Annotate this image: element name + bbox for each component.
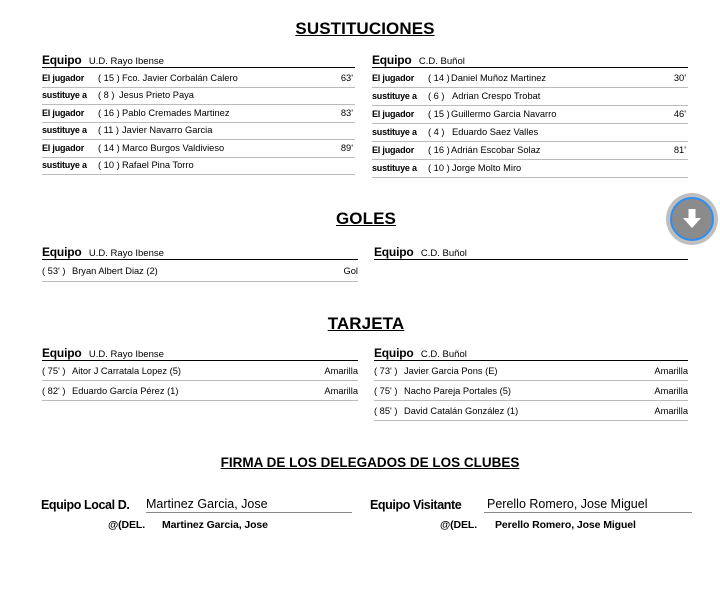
visit-del-name: Perello Romero, Jose Miguel <box>495 519 636 531</box>
player-number: ( 6 ) <box>428 91 445 101</box>
card-type: Amarilla <box>654 406 688 416</box>
row-divider <box>374 420 688 421</box>
sub-minute: 81' <box>673 145 686 155</box>
row-divider <box>42 380 358 381</box>
player-number: ( 10 ) <box>428 163 450 173</box>
visit-del-label: @(DEL. <box>440 519 478 531</box>
role-label: sustituye a <box>42 125 87 135</box>
player-name: Adrián Escobar Solaz <box>451 145 541 155</box>
team-name: U.D. Rayo Ibense <box>88 349 164 360</box>
row-divider <box>42 281 358 282</box>
equipo-label: Equipo <box>42 53 82 67</box>
card-row <box>42 366 358 380</box>
sustituciones-title: SUSTITUCIONES <box>295 19 435 38</box>
row-divider <box>42 139 355 140</box>
player-number: ( 14 ) <box>428 73 450 83</box>
row-divider <box>374 380 688 381</box>
role-label: sustituye a <box>42 90 87 100</box>
download-button-ring <box>670 197 714 241</box>
download-arrow-icon <box>682 208 702 230</box>
player-number: ( 14 ) <box>98 143 120 153</box>
header-rule <box>372 67 688 68</box>
card-player: Javier Garcia Pons (E) <box>404 366 498 376</box>
row-divider <box>42 87 355 88</box>
firma-title: FIRMA DE LOS DELEGADOS DE LOS CLUBES <box>220 455 520 470</box>
row-divider <box>42 157 355 158</box>
card-type: Amarilla <box>654 366 688 376</box>
local-delegate-label: Equipo Local D. <box>41 498 130 512</box>
row-divider <box>42 104 355 105</box>
team-name: C.D. Buñol <box>420 248 467 259</box>
player-name: Pablo Cremades Martinez <box>122 108 230 118</box>
goles-title: GOLES <box>335 209 396 228</box>
role-label: sustituye a <box>372 127 417 137</box>
sub-out-row <box>372 145 688 159</box>
card-player: David Catalán González (1) <box>404 406 519 416</box>
goal-row <box>42 266 358 280</box>
card-type: Amarilla <box>324 366 358 376</box>
row-divider <box>374 400 688 401</box>
equipo-label: Equipo <box>374 346 414 360</box>
player-name: Adrian Crespo Trobat <box>452 91 541 101</box>
card-player: Nacho Pareja Portales (5) <box>404 386 511 396</box>
download-button[interactable] <box>666 193 718 245</box>
row-divider <box>372 105 688 106</box>
sub-minute: 83' <box>340 108 353 118</box>
card-player: Eduardo García Pérez (1) <box>72 386 179 396</box>
team-name: U.D. Rayo Ibense <box>88 56 164 67</box>
sub-out-row <box>42 73 355 87</box>
player-number: ( 15 ) <box>428 109 450 119</box>
equipo-label: Equipo <box>42 346 82 360</box>
role-label: sustituye a <box>372 163 417 173</box>
row-divider <box>372 177 688 178</box>
player-name: Marco Burgos Valdivieso <box>122 143 225 153</box>
team-name: U.D. Rayo Ibense <box>88 248 164 259</box>
card-type: Amarilla <box>654 386 688 396</box>
equipo-label: Equipo <box>374 245 414 259</box>
signature-line <box>484 512 692 513</box>
player-number: ( 16 ) <box>98 108 120 118</box>
card-row <box>374 406 688 420</box>
player-name: Javier Navarro Garcia <box>122 125 213 135</box>
local-delegate-name: Martinez Garcia, Jose <box>146 497 268 511</box>
goal-type: Gol <box>343 266 358 276</box>
sub-in-row <box>42 125 355 139</box>
player-number: ( 8 ) <box>98 90 115 100</box>
sub-in-row <box>42 160 355 174</box>
local-del-name: Martinez Garcia, Jose <box>162 519 268 531</box>
role-label: El jugador <box>372 145 415 155</box>
sub-out-row <box>42 143 355 157</box>
role-label: El jugador <box>372 73 415 83</box>
row-divider <box>372 141 688 142</box>
player-name: Guillermo Garcia Navarro <box>451 109 557 119</box>
card-minute: ( 85' ) <box>374 406 398 416</box>
sub-in-row <box>372 127 688 141</box>
card-row <box>42 386 358 400</box>
player-name: Daniel Muñoz Martinez <box>451 73 547 83</box>
header-rule <box>374 360 688 361</box>
card-player: Aitor J Carratala Lopez (5) <box>72 366 182 376</box>
row-divider <box>372 87 688 88</box>
header-rule <box>42 259 358 260</box>
player-number: ( 16 ) <box>428 145 450 155</box>
role-label: El jugador <box>42 143 85 153</box>
player-number: ( 15 ) <box>98 73 120 83</box>
role-label: sustituye a <box>42 160 87 170</box>
sub-in-row <box>372 163 688 177</box>
signature-line <box>146 512 352 513</box>
header-rule <box>42 67 355 68</box>
card-minute: ( 75' ) <box>374 386 398 396</box>
role-label: El jugador <box>42 73 85 83</box>
card-minute: ( 73' ) <box>374 366 398 376</box>
header-rule <box>374 259 688 260</box>
row-divider <box>372 123 688 124</box>
equipo-label: Equipo <box>42 245 82 259</box>
row-divider <box>42 400 358 401</box>
local-del-label: @(DEL. <box>108 519 146 531</box>
card-row <box>374 366 688 380</box>
player-number: ( 4 ) <box>428 127 445 137</box>
equipo-label: Equipo <box>372 53 412 67</box>
sub-minute: 30' <box>673 73 686 83</box>
card-row <box>374 386 688 400</box>
role-label: El jugador <box>372 109 415 119</box>
sub-in-row <box>42 90 355 104</box>
sub-out-row <box>372 73 688 87</box>
role-label: El jugador <box>42 108 85 118</box>
visit-delegate-label: Equipo Visitante <box>370 498 462 512</box>
player-name: Fco. Javier Corbalán Calero <box>122 73 238 83</box>
card-minute: ( 82' ) <box>42 386 66 396</box>
player-number: ( 10 ) <box>98 160 120 170</box>
player-name: Eduardo Saez Valles <box>452 127 539 137</box>
sub-in-row <box>372 91 688 105</box>
player-name: Jesus Prieto Paya <box>119 90 194 100</box>
sub-out-row <box>42 108 355 122</box>
sub-minute: 89' <box>340 143 353 153</box>
sub-out-row <box>372 109 688 123</box>
tarjeta-title: TARJETA <box>327 314 405 333</box>
sub-minute: 46' <box>673 109 686 119</box>
role-label: sustituye a <box>372 91 417 101</box>
player-name: Jorge Molto Miro <box>452 163 522 173</box>
card-type: Amarilla <box>324 386 358 396</box>
header-rule <box>42 360 358 361</box>
card-minute: ( 75' ) <box>42 366 66 376</box>
goal-minute: ( 53' ) <box>42 266 66 276</box>
player-number: ( 11 ) <box>98 125 120 135</box>
row-divider <box>42 122 355 123</box>
sub-minute: 63' <box>340 73 353 83</box>
row-divider <box>372 159 688 160</box>
team-name: C.D. Buñol <box>418 56 465 67</box>
row-divider <box>42 174 355 175</box>
player-name: Rafael Pina Torro <box>122 160 194 170</box>
goal-player: Bryan Albert Diaz (2) <box>72 266 158 276</box>
team-name: C.D. Buñol <box>420 349 467 360</box>
visit-delegate-name: Perello Romero, Jose Miguel <box>487 497 648 511</box>
